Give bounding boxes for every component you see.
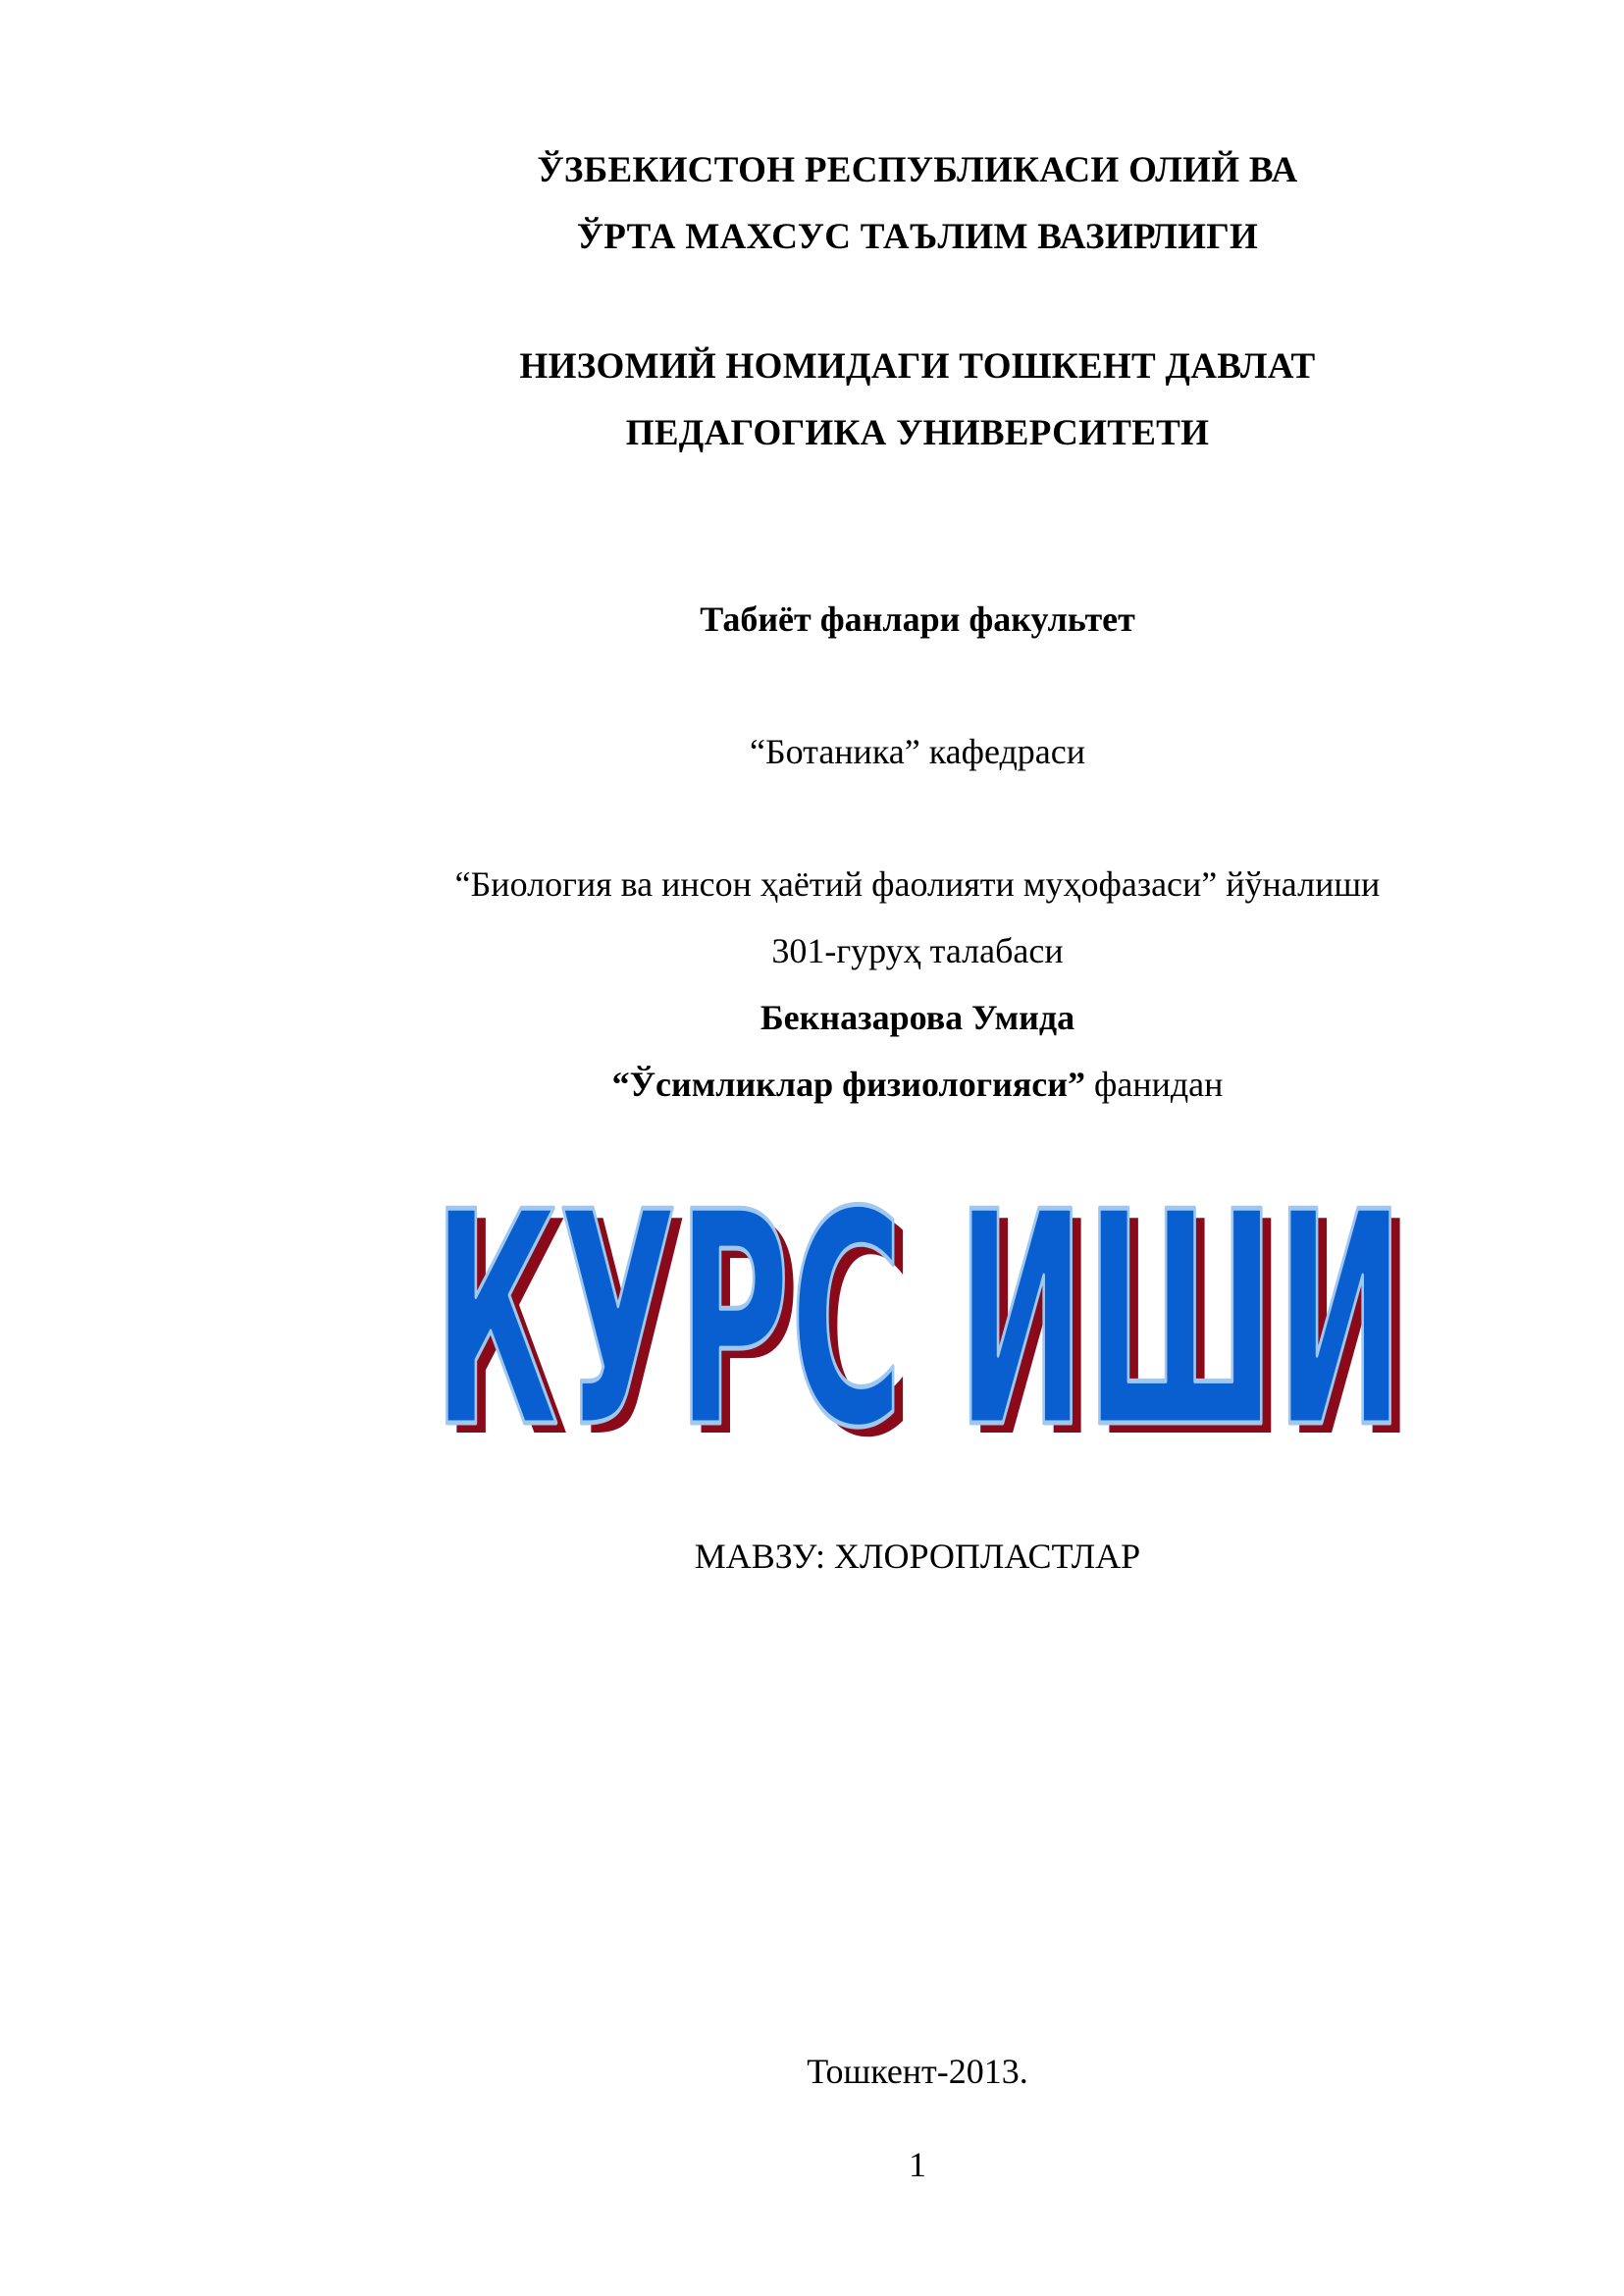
title-art-shadow: КУРС ИШИ bbox=[443, 1168, 1414, 1462]
ministry-line-1: ЎЗБЕКИСТОН РЕСПУБЛИКАСИ ОЛИЙ ВА bbox=[537, 150, 1298, 190]
group-label: 301-гуруҳ талабаси bbox=[771, 931, 1064, 970]
subject-line bbox=[393, 1064, 1442, 1105]
course-work-title-art bbox=[422, 1168, 1423, 1462]
topic-line: МАВЗУ: ХЛОРОПЛАСТЛАР bbox=[694, 1537, 1141, 1576]
university-line-2: ПЕДАГОГИКА УНИВЕРСИТЕТИ bbox=[625, 413, 1210, 453]
title-art-text: КУРС ИШИ bbox=[433, 1168, 1404, 1462]
subject-suffix: фанидан bbox=[1085, 1065, 1224, 1104]
program-name: “Биология ва инсон ҳаётий фаолияти муҳофазаси” йўналиши bbox=[454, 864, 1381, 904]
page-number: 1 bbox=[909, 2145, 926, 2184]
university-line-1: НИЗОМИЙ НОМИДАГИ ТОШКЕНТ ДАВЛАТ bbox=[519, 346, 1316, 387]
subject-name: “Ўсимликлар физиологияси” bbox=[611, 1065, 1086, 1104]
faculty-name: Табиёт фанлари факультет bbox=[700, 600, 1135, 639]
city-year: Тошкент-2013. bbox=[807, 2052, 1028, 2091]
ministry-line-2: ЎРТА МАХСУС ТАЪЛИМ ВАЗИРЛИГИ bbox=[576, 217, 1259, 257]
student-name: Бекназарова Умида bbox=[760, 998, 1075, 1037]
department-name: “Ботаника” кафедраси bbox=[749, 732, 1086, 771]
title-art-svg bbox=[422, 1168, 1423, 1462]
